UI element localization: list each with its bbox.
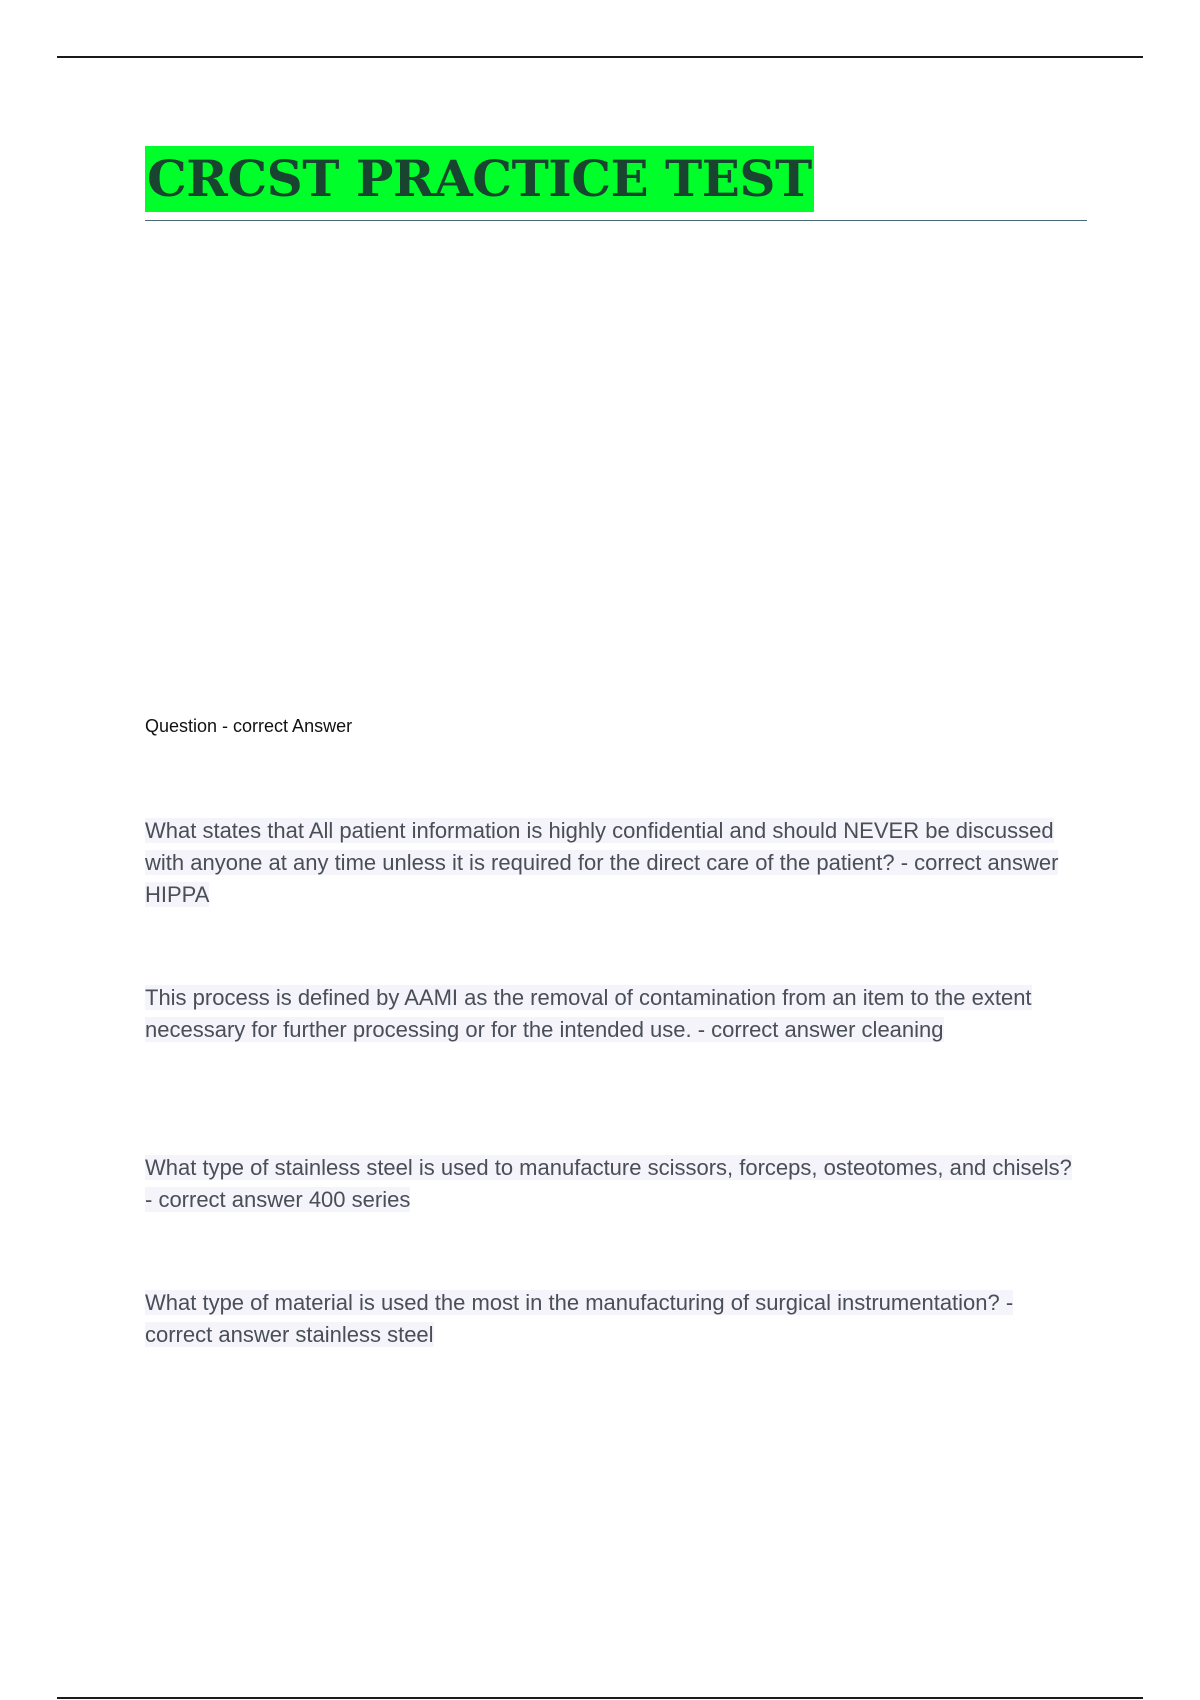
qa-item-1-text: What states that All patient information is highly confidential and should NEVER be discussed with anyone at any time unless it is required for the direct care of the patient? - correct answer HIPPA: [145, 818, 1059, 907]
qa-item-3: [145, 1152, 1085, 1216]
qa-heading: Question - correct Answer: [145, 716, 353, 736]
qa-item-4: [145, 1287, 1085, 1351]
document-title: CRCST PRACTICE TEST: [145, 146, 814, 212]
page-bottom-rule: [57, 1697, 1143, 1699]
title-block: [145, 146, 1087, 212]
qa-item-3-text: What type of stainless steel is used to manufacture scissors, forceps, osteotomes, and chisels? - correct answer 400 series: [145, 1155, 1072, 1212]
qa-item-2-text: This process is defined by AAMI as the removal of contamination from an item to the extent necessary for further processing or for the intended use. - correct answer cleaning: [145, 985, 1032, 1042]
title-underline: [145, 220, 1087, 221]
qa-item-4-text: What type of material is used the most in the manufacturing of surgical instrumentation? - correct answer stainless steel: [145, 1290, 1014, 1347]
qa-item-2: [145, 982, 1085, 1046]
qa-item-1: [145, 815, 1085, 911]
page-top-rule: [57, 56, 1143, 58]
